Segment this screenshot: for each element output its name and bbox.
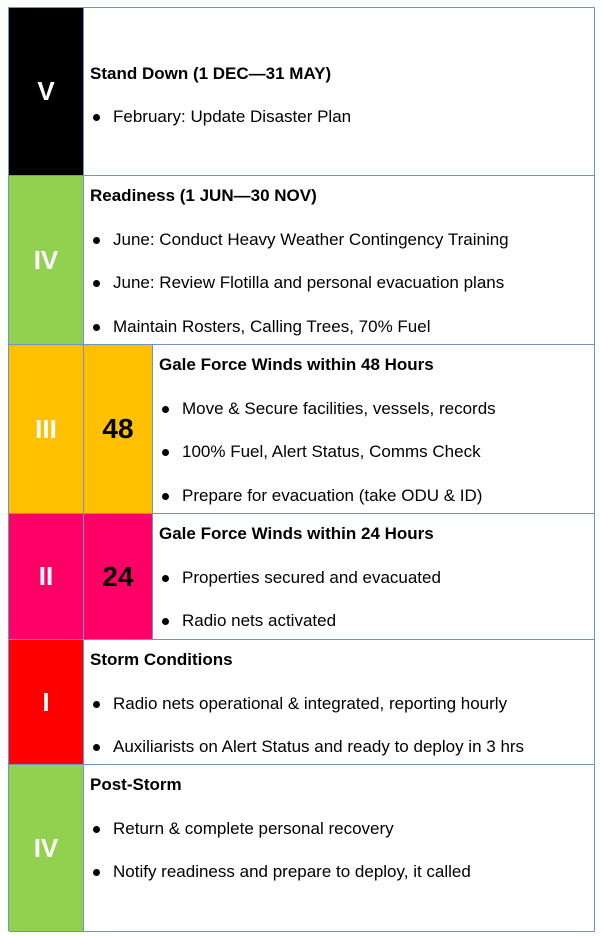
level-cell-ii	[9, 514, 84, 640]
bullet-icon	[93, 826, 100, 833]
list-item	[159, 568, 441, 588]
list-item	[90, 317, 430, 337]
list-item-text: June: Review Flotilla and personal evacuation plans	[113, 273, 505, 292]
hurricane-readiness-table	[8, 7, 595, 931]
list-item	[90, 862, 471, 882]
level-label: V	[37, 76, 55, 106]
list-item-text: Radio nets operational & integrated, reporting hourly	[113, 694, 508, 713]
content-cell	[84, 176, 595, 345]
row-heading: Storm Conditions	[90, 650, 233, 669]
list-item	[90, 107, 351, 127]
level-cell-iv-post	[9, 765, 84, 932]
row-heading: Post-Storm	[90, 775, 182, 794]
list-item	[90, 819, 394, 839]
bullet-icon	[162, 493, 169, 500]
content-cell	[84, 8, 595, 176]
bullet-icon	[162, 575, 169, 582]
bullet-icon	[93, 114, 100, 121]
bullet-icon	[162, 449, 169, 456]
hours-cell-24	[84, 514, 153, 640]
list-item-text: Move & Secure facilities, vessels, records	[182, 399, 496, 418]
bullet-icon	[93, 237, 100, 244]
level-label: IV	[33, 832, 59, 863]
list-item	[159, 611, 336, 631]
bullet-icon	[93, 701, 100, 708]
list-item	[90, 273, 504, 293]
content-cell	[153, 514, 595, 640]
level-label: II	[38, 561, 54, 591]
list-item	[159, 486, 482, 506]
hours-label: 48	[102, 413, 134, 444]
list-item-text: February: Update Disaster Plan	[113, 107, 352, 126]
row-heading: Gale Force Winds within 24 Hours	[159, 524, 434, 543]
list-item-text: Radio nets activated	[182, 611, 337, 630]
row-heading: Readiness (1 JUN—30 NOV)	[90, 186, 317, 205]
level-cell-iv	[9, 176, 84, 345]
level-label: IV	[33, 244, 59, 275]
hours-cell-48	[84, 345, 153, 514]
list-item	[90, 737, 524, 757]
table-row-storm-conditions	[9, 640, 595, 765]
list-item	[90, 694, 507, 714]
content-cell	[153, 345, 595, 514]
table-row-post-storm	[9, 765, 595, 932]
bullet-icon	[93, 869, 100, 876]
list-item-text: 100% Fuel, Alert Status, Comms Check	[182, 442, 481, 461]
table-row-24-hours	[9, 514, 595, 640]
table-row-readiness	[9, 176, 595, 345]
level-label: I	[42, 686, 50, 717]
row-heading: Stand Down (1 DEC—31 MAY)	[90, 64, 332, 83]
level-cell-i	[9, 640, 84, 765]
table-row-stand-down	[9, 8, 595, 176]
list-item-text: Auxiliarists on Alert Status and ready to deploy in 3 hrs	[113, 737, 525, 756]
table-row-48-hours	[9, 345, 595, 514]
list-item-text: June: Conduct Heavy Weather Contingency Training	[113, 230, 509, 249]
bullet-icon	[93, 280, 100, 287]
bullet-icon	[93, 744, 100, 751]
list-item-text: Prepare for evacuation (take ODU & ID)	[182, 486, 483, 505]
bullet-icon	[162, 406, 169, 413]
level-cell-v	[9, 8, 84, 176]
level-label: III	[35, 413, 57, 444]
bullet-icon	[93, 324, 100, 331]
list-item-text: Properties secured and evacuated	[182, 568, 441, 587]
list-item	[159, 442, 481, 462]
list-item	[159, 399, 496, 419]
list-item-text: Return & complete personal recovery	[113, 819, 394, 838]
level-cell-iii	[9, 345, 84, 514]
list-item-text: Notify readiness and prepare to deploy, it called	[113, 862, 471, 881]
content-cell	[84, 640, 595, 765]
list-item-text: Maintain Rosters, Calling Trees, 70% Fuel	[113, 317, 431, 336]
list-item	[90, 230, 509, 250]
bullet-icon	[162, 618, 169, 625]
content-cell	[84, 765, 595, 932]
row-heading: Gale Force Winds within 48 Hours	[159, 355, 434, 374]
hours-label: 24	[102, 560, 134, 592]
